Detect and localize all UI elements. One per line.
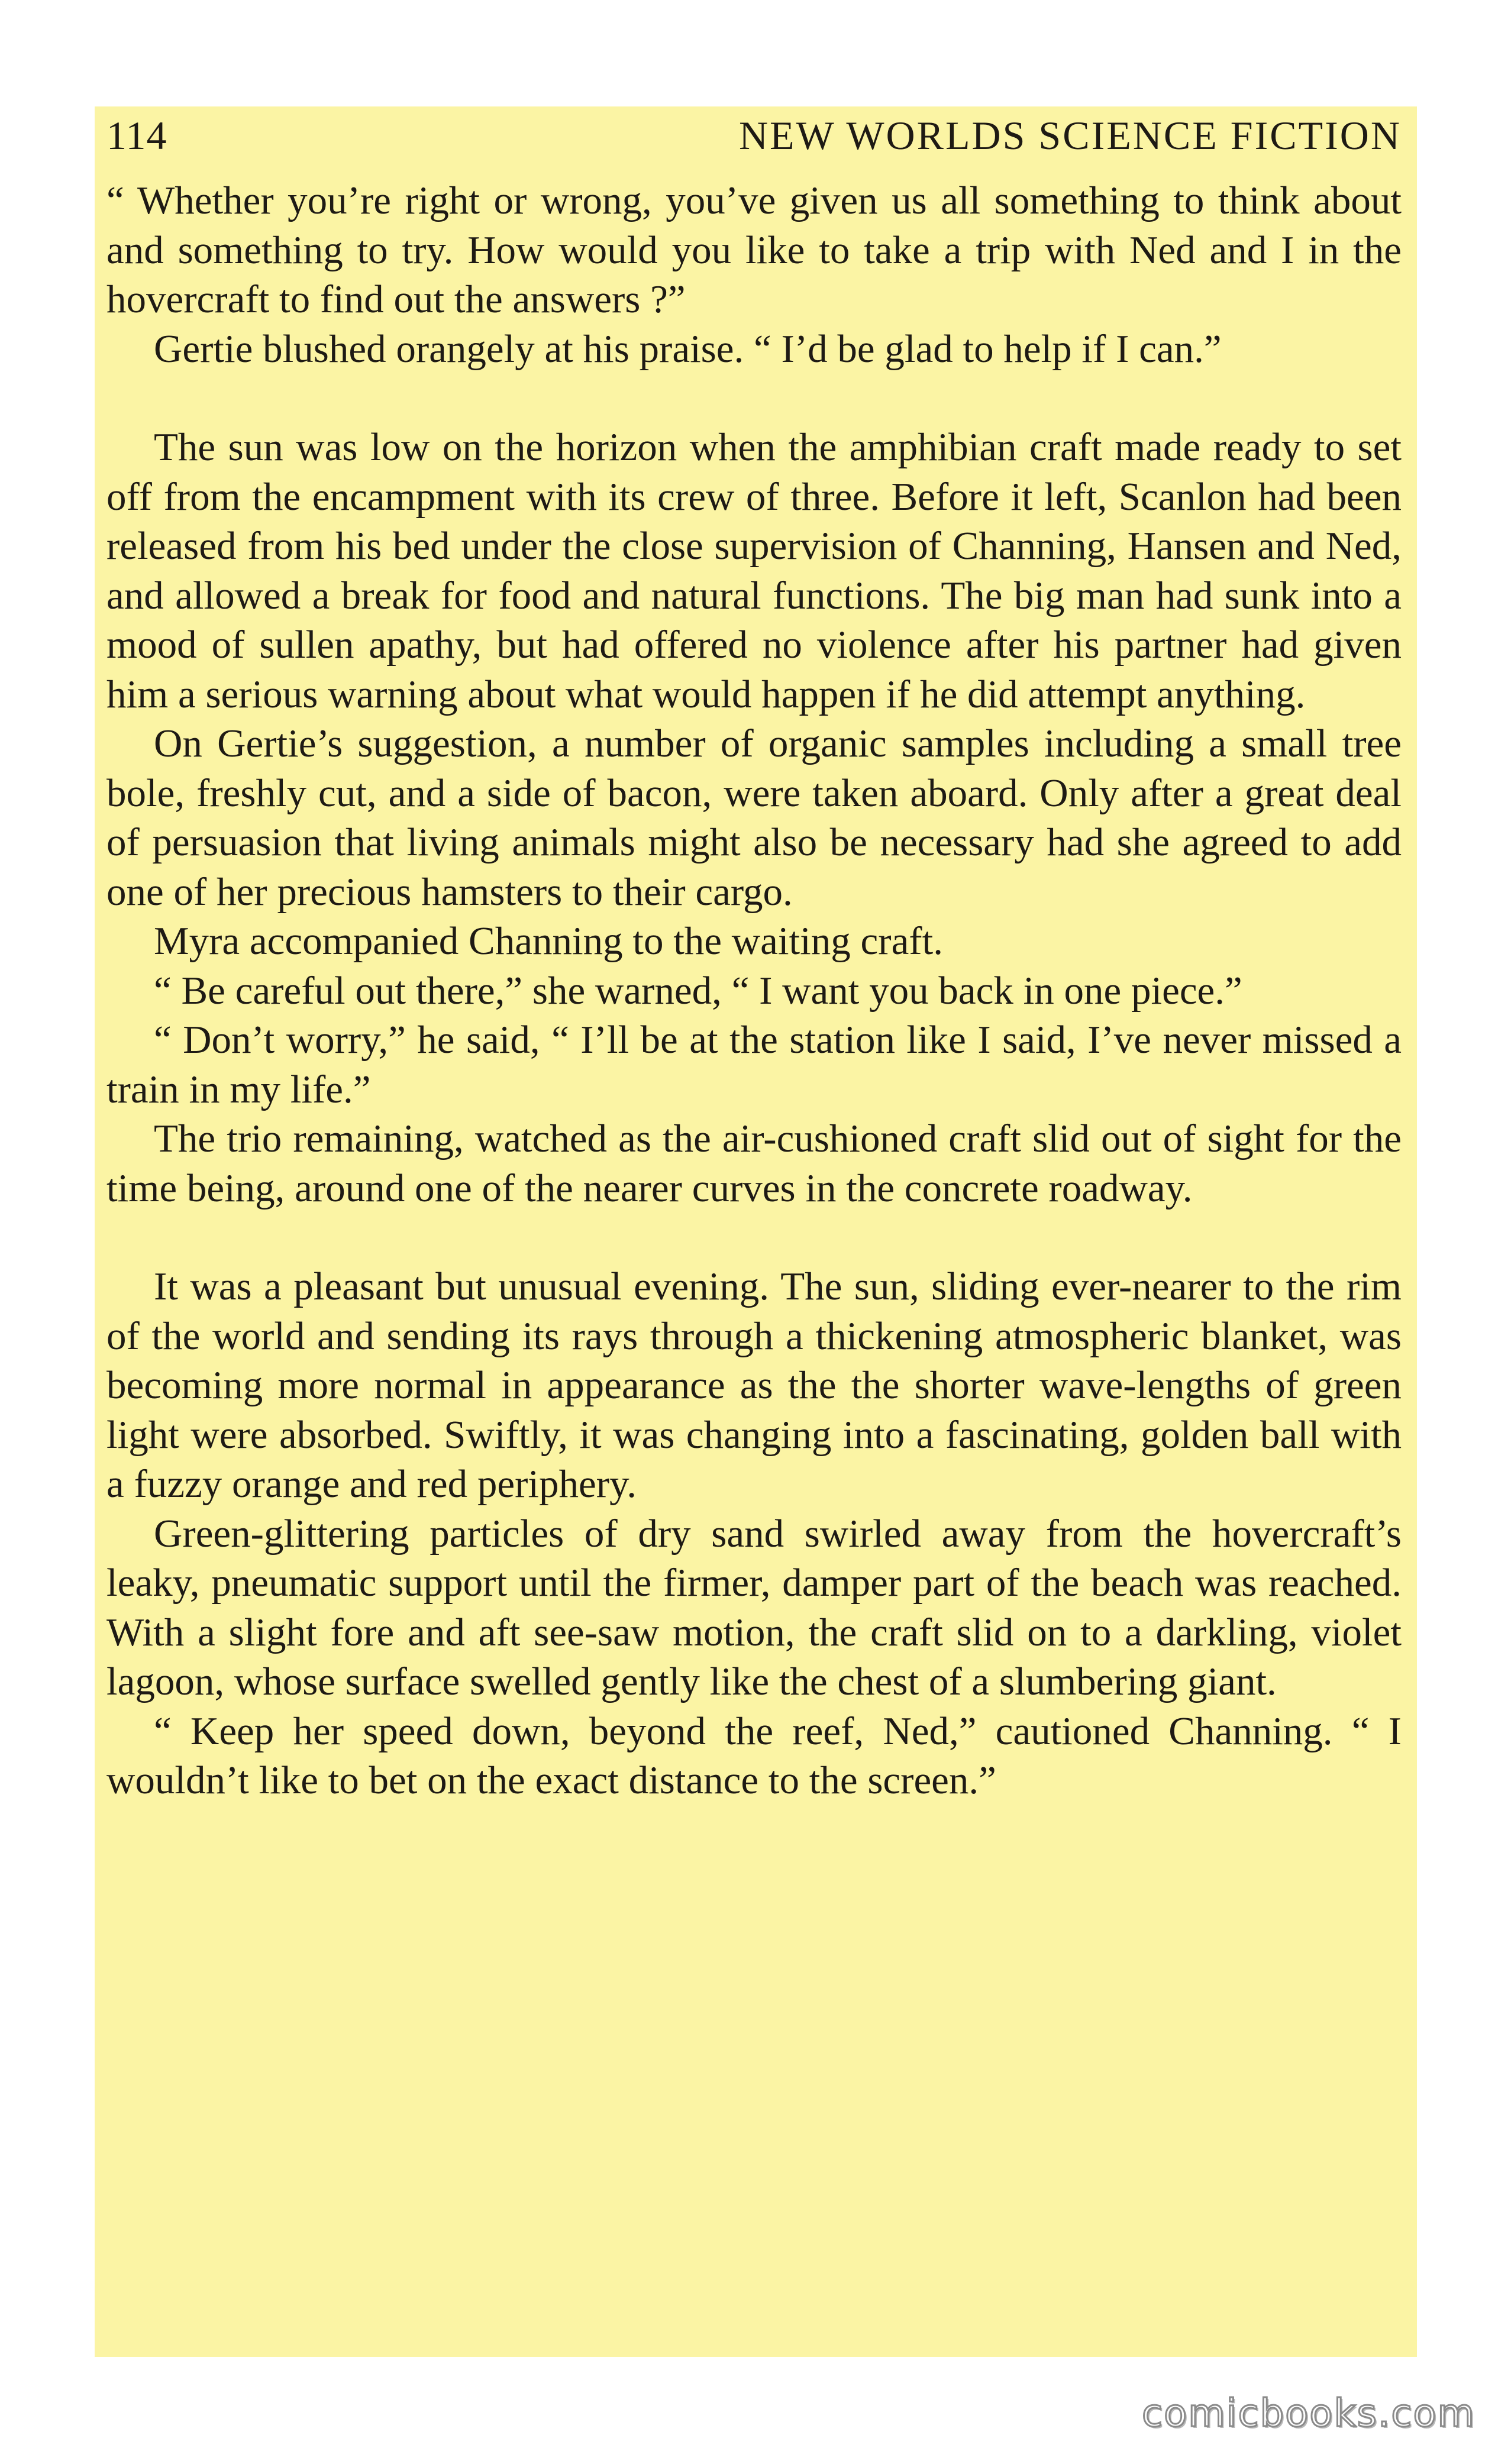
site-watermark: comicbooks.com xyxy=(1141,2392,1476,2436)
paragraph: “ Keep her speed down, beyond the reef, Ned,” cautioned Channing. “ I wouldn’t like to bet on the exact distance to the screen.” xyxy=(106,1709,1402,1802)
publication-title: NEW WORLDS SCIENCE FICTION xyxy=(738,113,1402,158)
paragraph: On Gertie’s suggestion, a number of organic samples including a small tree bole, freshly cut, and a side of bacon, were taken aboard. Only after a great deal of persuasion that living animals might also be necessary had she agreed to add one of her precious hamsters to their cargo. xyxy=(106,722,1402,914)
paragraph: It was a pleasant but unusual evening. The sun, sliding ever-nearer to the rim of the world and sending its rays through a thickening atmospheric blanket, was becoming more normal in appearance as the the shorter wave-lengths of green light were absorbed. Swiftly, it was changing into a fascinating, golden ball with a fuzzy orange and red periphery. xyxy=(106,1265,1402,1506)
paragraph: “ Be careful out there,” she warned, “ I want you back in one piece.” xyxy=(154,968,1242,1013)
story-text xyxy=(106,176,1402,1806)
page-number: 114 xyxy=(106,113,167,158)
paragraph: The sun was low on the horizon when the amphibian craft made ready to set off from the encampment with its crew of three. Before it left, Scanlon had been released from his bed under the close supervision of Channing, Hansen and Ned, and allowed a break for food and natural functions. The big man had sunk into a mood of sullen apathy, but had offered no violence after his partner had given him a serious warning about what would happen if he did attempt anything. xyxy=(106,425,1402,716)
paragraph: “ Don’t worry,” he said, “ I’ll be at the station like I said, I’ve never missed a train in my life.” xyxy=(106,1018,1402,1111)
paragraph: The trio remaining, watched as the air-cushioned craft slid out of sight for the time being, around one of the nearer curves in the concrete roadway. xyxy=(106,1117,1402,1210)
paragraph: Gertie blushed orangely at his praise. “ I’d be glad to help if I can.” xyxy=(154,326,1222,371)
paragraph: Myra accompanied Channing to the waiting craft. xyxy=(154,919,943,963)
paragraph: Green-glittering particles of dry sand swirled away from the hovercraft’s leaky, pneumatic support until the firmer, damper part of the beach was reached. With a slight fore and aft see-saw motion, the craft slid on to a darkling, violet lagoon, whose surface swelled gently like the chest of a slumbering giant. xyxy=(106,1511,1402,1703)
paragraph: “ Whether you’re right or wrong, you’ve given us all something to think about and something to try. How would you like to take a trip with Ned and I in the hovercraft to find out the answers ?” xyxy=(106,179,1402,321)
book-page xyxy=(95,106,1417,2357)
running-head xyxy=(106,106,1402,176)
